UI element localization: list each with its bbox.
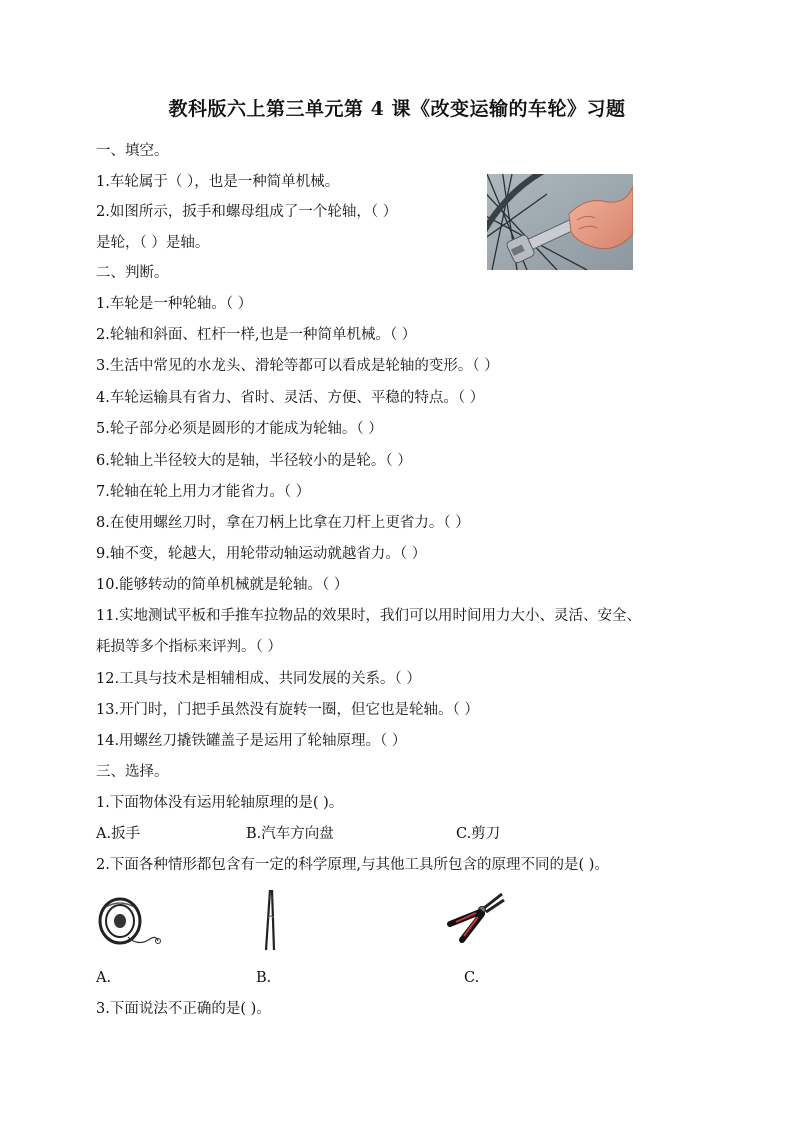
choice-1-option-b: B.汽车方向盘 [246,826,334,842]
judge-item-3: 3.生活中常见的水龙头、滑轮等都可以看成是轮轴的变形。（ ） [96,358,499,374]
judge-item-13: 13.开门时，门把手虽然没有旋转一圈，但它也是轮轴。（ ） [96,702,479,718]
judge-item-11-line2: 耗损等多个指标来评判。（ ） [96,639,282,655]
judge-item-4: 4.车轮运输具有省力、省时、灵活、方便、平稳的特点。（ ） [96,390,485,406]
question-fill-1: 1.车轮属于（ ），也是一种简单机械。 [96,174,340,190]
wrench-wheel-photo [487,174,633,270]
judge-item-9: 9.轴不变，轮越大，用轮带动轴运动就越省力。（ ） [96,546,427,562]
choice-2-option-c: C. [464,970,480,986]
choice-question-2: 2.下面各种情形都包含有一定的科学原理,与其他工具所包含的原理不同的是( )。 [96,857,609,873]
judge-item-10: 10.能够转动的简单机械就是轮轴。（ ） [96,577,349,593]
judge-item-8: 8.在使用螺丝刀时，拿在刀柄上比拿在刀杆上更省力。（ ） [96,515,470,531]
choice-2-option-b: B. [256,970,272,986]
wire-cutter-icon [436,890,506,946]
judge-item-12: 12.工具与技术是相辅相成、共同发展的关系。（ ） [96,671,421,687]
choice-question-1: 1.下面物体没有运用轮轴原理的是( )。 [96,795,344,811]
question-fill-2-line1: 2.如图所示，扳手和螺母组成了一个轮轴，（ ） [96,204,398,220]
judge-item-7: 7.轮轴在轮上用力才能省力。（ ） [96,484,311,500]
page-title: 教科版六上第三单元第 4 课《改变运输的车轮》习题 [168,98,626,120]
choice-1-option-a: A.扳手 [96,826,141,842]
section-heading-judge: 二、判断。 [96,265,169,281]
section-heading-choice: 三、选择。 [96,764,169,780]
judge-item-6: 6.轮轴上半径较大的是轴，半径较小的是轮。（ ） [96,453,412,469]
judge-item-1: 1.车轮是一种轮轴。（ ） [96,296,253,312]
tweezers-icon [262,888,280,952]
question-fill-2-line2: 是轮，（ ）是轴。 [96,235,210,251]
choice-2-option-a: A. [96,970,112,986]
judge-item-5: 5.轮子部分必须是圆形的才能成为轮轴。（ ） [96,421,383,437]
judge-item-2: 2.轮轴和斜面、杠杆一样,也是一种简单机械。（ ） [96,327,417,343]
choice-1-option-c: C.剪刀 [456,826,501,842]
yoyo-icon [98,893,162,951]
choice-question-3: 3.下面说法不正确的是( )。 [96,1001,271,1017]
section-heading-fill: 一、填空。 [96,143,169,159]
judge-item-14: 14.用螺丝刀撬铁罐盖子是运用了轮轴原理。（ ） [96,733,407,749]
judge-item-11-line1: 11.实地测试平板和手推车拉物品的效果时，我们可以用时间用力大小、灵活、安全、 [96,608,642,624]
